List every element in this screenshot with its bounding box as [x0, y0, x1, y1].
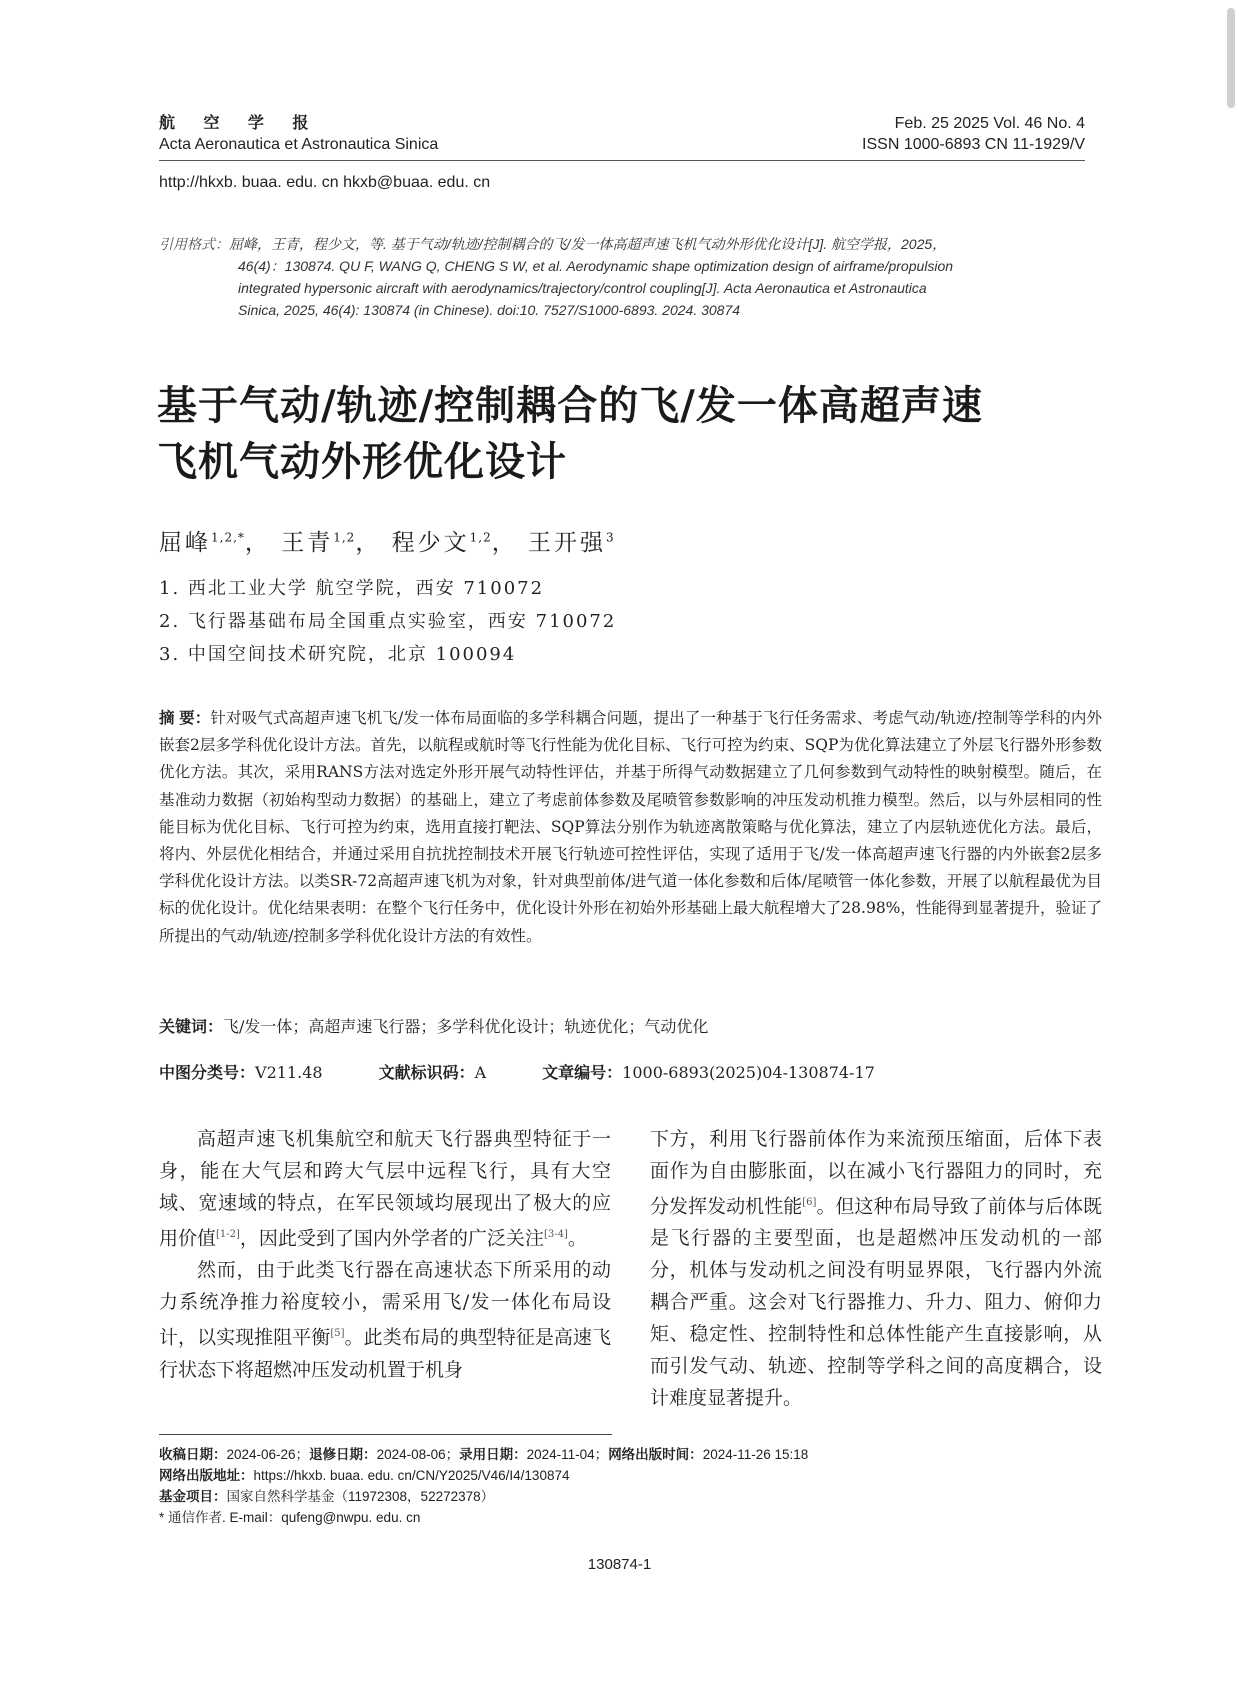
clc-label: 中图分类号：	[159, 1065, 256, 1082]
author-name: 王青	[281, 530, 334, 556]
footnote-funding: 基金项目：国家自然科学基金（11972308，52272378）	[159, 1489, 495, 1504]
citation-line-2: 46(4)：130874. QU F, WANG Q, CHENG S W, et al. Aerodynamic shape optimization design of airframe/propulsion	[238, 258, 954, 274]
body-column-left	[159, 1123, 611, 1386]
affiliation-item: 2. 飞行器基础布局全国重点实验室，西安 710072	[159, 611, 617, 632]
doc-code-label: 文献标识码：	[378, 1065, 475, 1082]
issn-cn: ISSN 1000-6893 CN 11-1929/V	[862, 136, 1085, 153]
reference-mark[interactable]: [1-2]	[216, 1229, 240, 1240]
body-paragraph: 下方，利用飞行器前体作为来流预压缩面，后体下表面作为自由膨胀面，以在减小飞行器阻力的同时，充分发挥发动机性能[6]。但这种布局导致了前体与后体既是飞行器的主要型面，也是超燃冲压发动机的一部分，机体与发动机之间没有明显界限，飞行器内外流耦合严重。这会对飞行器推力、升力、阻力、俯仰力矩、稳定性、控制特性和总体性能产生直接影响，从而引发气动、轨迹、控制等学科之间的高度耦合，设计难度显著提升。	[650, 1128, 1102, 1410]
author-affil-sup: 3	[606, 530, 615, 545]
citation-line-4[interactable]: Sinica, 2025, 46(4): 130874 (in Chinese). doi:10. 7527/S1000-6893. 2024. 30874	[238, 302, 741, 318]
author-affil-sup: 1,2	[333, 530, 356, 545]
affiliation-item: 3. 中国空间技术研究院，北京 100094	[159, 644, 517, 665]
abstract	[159, 705, 1102, 950]
citation-block	[159, 233, 1104, 321]
footnote-dates: 收稿日期：2024-06-26；退修日期：2024-08-06；录用日期：2024-11-04；网络出版时间：2024-11-26 15:18	[159, 1447, 809, 1462]
keywords-label: 关键词：	[159, 1019, 224, 1036]
scrollbar-thumb[interactable]	[1227, 8, 1235, 108]
body-paragraph: 然而，由于此类飞行器在高速状态下所采用的动力系统净推力裕度较小，需采用飞/发一体化布局设计，以实现推阻平衡[5]。此类布局的典型特征是高速飞行状态下将超燃冲压发动机置于机身	[159, 1259, 611, 1381]
clc-value: V211.48	[255, 1063, 323, 1082]
title-line-2: 飞机气动外形优化设计	[157, 438, 567, 485]
footnote-rule	[159, 1434, 612, 1435]
page-number: 130874-1	[587, 1556, 652, 1573]
online-url-link[interactable]: https://hkxb. buaa. edu. cn/CN/Y2025/V46/I4/130874	[253, 1468, 570, 1483]
author-name: 程少文	[391, 530, 470, 556]
abstract-label: 摘 要：	[159, 710, 211, 727]
article-no-label: 文章编号：	[542, 1065, 623, 1082]
header-rule	[159, 160, 1085, 161]
footnote-corresponding: * 通信作者. E-mail：qufeng@nwpu. edu. cn	[159, 1510, 421, 1525]
journal-urls[interactable]: http://hkxb. buaa. edu. cn hkxb@buaa. edu. cn	[159, 174, 491, 191]
footnote-online-url: 网络出版地址：https://hkxb. buaa. edu. cn/CN/Y2025/V46/I4/130874	[159, 1468, 570, 1483]
scrollbar[interactable]	[1226, 8, 1236, 1673]
reference-mark[interactable]: [6]	[802, 1197, 817, 1208]
reference-mark[interactable]: [3-4]	[543, 1229, 568, 1240]
doc-code-value: A	[474, 1063, 487, 1082]
affiliations	[159, 572, 616, 671]
title-line-1: 基于气动/轨迹/控制耦合的飞/发一体高超声速	[157, 382, 983, 429]
citation-label: 引用格式：	[159, 236, 229, 252]
paper-title	[157, 378, 1107, 490]
author-name: 王开强	[528, 530, 607, 556]
citation-line-1: 屈峰，王青，程少文，等. 基于气动/轨迹/控制耦合的飞/发一体高超声速飞机气动外形优化设计[J]. 航空学报，2025，	[229, 236, 947, 252]
article-no-value: 1000-6893(2025)04-130874-17	[622, 1063, 875, 1082]
journal-name-cn: 航 空 学 报	[159, 115, 321, 132]
issue-info	[862, 113, 1085, 155]
corresponding-email[interactable]: E-mail：qufeng@nwpu. edu. cn	[229, 1510, 421, 1525]
body-column-right	[650, 1123, 1102, 1414]
footnotes	[159, 1444, 808, 1528]
affiliation-item: 1. 西北工业大学 航空学院，西安 710072	[159, 578, 545, 599]
reference-mark[interactable]: [5]	[330, 1328, 345, 1340]
keywords	[159, 1014, 708, 1037]
journal-name-en: Acta Aeronautica et Astronautica Sinica	[159, 136, 439, 153]
citation-line-3: integrated hypersonic aircraft with aerodynamics/trajectory/control coupling[J]. Acta Aeronautica et Astronautica	[238, 280, 927, 296]
author-affil-sup: 1,2	[469, 530, 492, 545]
classification-line	[159, 1060, 875, 1083]
keywords-text: 飞/发一体；高超声速飞行器；多学科优化设计；轨迹优化；气动优化	[223, 1017, 709, 1036]
issue-date-volume: Feb. 25 2025 Vol. 46 No. 4	[894, 115, 1085, 132]
author-affil-sup: 1,2,*	[211, 530, 245, 545]
journal-header	[159, 113, 438, 155]
abstract-text: 针对吸气式高超声速飞机飞/发一体布局面临的多学科耦合问题，提出了一种基于飞行任务需求、考虑气动/轨迹/控制等学科的内外嵌套2层多学科优化设计方法。首先，以航程或航时等飞行性能为优化目标、飞行可控为约束、SQP为优化算法建立了外层飞行器外形参数优化方法。其次，采用RANS方法对选定外形开展气动特性评估，并基于所得气动数据建立了几何参数到气动特性的映射模型。随后，在基准动力数据（初始构型动力数据）的基础上，建立了考虑前体参数及尾喷管参数影响的冲压发动机推力模型。然后，以与外层相同的性能目标为优化目标、飞行可控为约束，选用直接打靶法、SQP算法分别作为轨迹离散策略与优化算法，建立了内层轨迹优化方法。最后，将内、外层优化相结合，并通过采用自抗扰控制技术开展飞行轨迹可控性评估，实现了适用于飞/发一体高超声速飞行器的内外嵌套2层多学科优化设计方法。以类SR-72高超声速飞机为对象，针对典型前体/进气道一体化参数和后体/尾喷管一体化参数，开展了以航程最优为目标的优化设计。优化结果表明：在整个飞行任务中，优化设计外形在初始外形基础上最大航程增大了28.98%，性能得到显著提升，验证了所提出的气动/轨迹/控制多学科优化设计方法的有效性。	[159, 709, 1102, 945]
author-name: 屈峰	[159, 530, 211, 556]
body-paragraph: 高超声速飞机集航空和航天飞行器典型特征于一身，能在大气层和跨大气层中远程飞行，具有大空域、宽速域的特点，在军民领域均展现出了极大的应用价值[1-2]，因此受到了国内外学者的广泛关注[3-4]。	[159, 1128, 611, 1250]
author-list: 屈峰$^{1,2,*}$， 王青$^{1,2}$， 程少文$^{1,2}$， 王开强$^3$	[159, 530, 615, 556]
